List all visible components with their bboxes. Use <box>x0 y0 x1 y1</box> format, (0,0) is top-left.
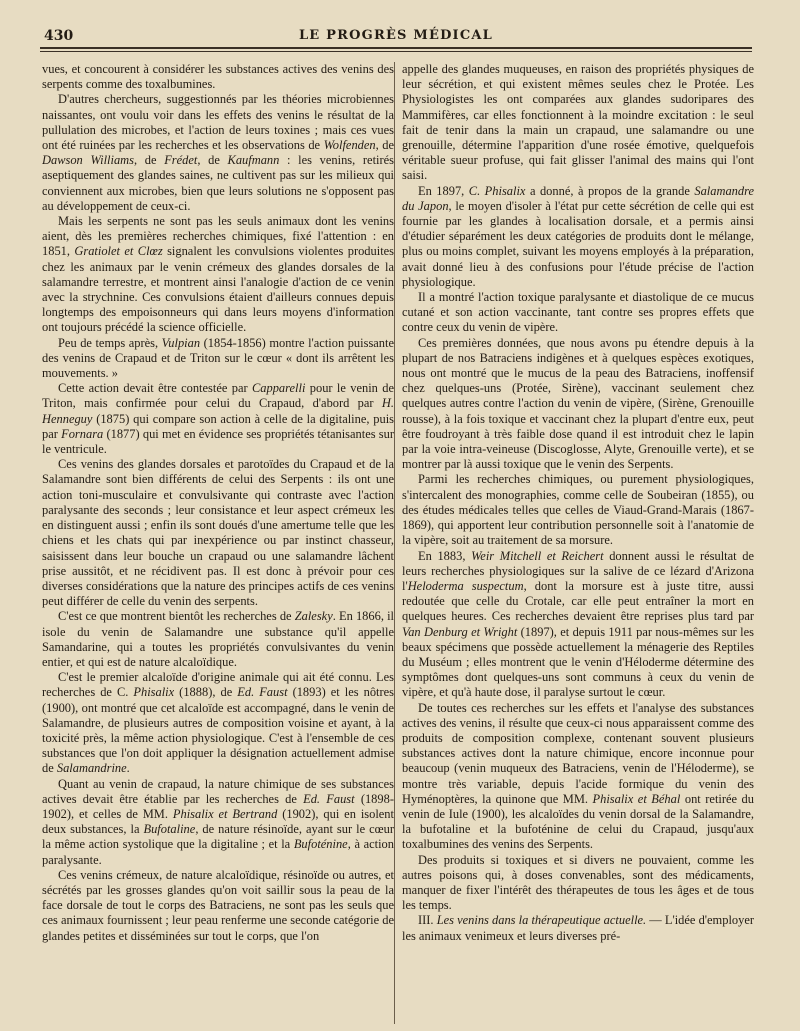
italic-text: Weir Mitchell et Reichert <box>471 548 604 563</box>
paragraph <box>402 62 754 184</box>
journal-title: LE PROGRÈS MÉDICAL <box>298 28 494 43</box>
text-run: Ces venins des glandes dorsales et parotoïdes du Crapaud et de la Salamandre sont bien différents de celui des Serpents : ils ont une action toni-musculaire et convulsivante qui contraste avec l'action paralysante des seconds ; leur consistance et leur aspect crémeux les en distinguent aussi ; enfin ils sont doués d'une amertume telle que les chiens et les chats qui par inexpérience ou par instinct chasseur, saisissent dans leur bouche un crapaud ou une salamandre lâchent prise aussitôt, et ne récidivent pas. Il est donc à prévoir pour ces diverses considérations que la nature des principes actifs de ces venins peut différer de celle du venin des serpents. <box>42 457 394 609</box>
italic-text: Gratiolet et Clœz <box>74 244 163 259</box>
italic-text: Kaufmann <box>227 153 280 168</box>
text-run: (1898-1902), et celles de MM. <box>42 791 394 821</box>
italic-text: Phisalix et Béhal <box>592 791 681 806</box>
italic-text: Wolfenden <box>323 138 376 153</box>
italic-text: Ed. Faust <box>303 791 355 806</box>
paragraph <box>402 184 754 290</box>
paragraph <box>402 853 754 914</box>
italic-text: Bufoténine <box>293 837 348 852</box>
text-run: donnent aussi le résultat de leurs recherches physiologiques sur la salive de ce lézard d'Arizona l' <box>402 548 754 593</box>
text-run: Des produits si toxiques et si divers ne pouvaient, comme les autres poisons qui, à doses convenables, sont des médicaments, manquer de fixer l'intérêt des thérapeutes de tous les âges et de tous les temps. <box>402 852 754 913</box>
text-run: , de <box>133 153 165 168</box>
italic-text: Phisalix et Bertrand <box>172 806 278 821</box>
text-run: — L'idée d'employer les animaux venimeux et leurs diverses pré- <box>402 913 754 943</box>
left-column <box>42 62 394 1027</box>
text-run: (1888), de <box>174 685 238 700</box>
paragraph <box>42 62 394 92</box>
text-run: . En 1866, il isole du venin de Salamandre une substance qu'il appelle Samandarine, qui a toutes les propriétés convulsivantes du venin entier, et qui est de nature alcaloïdique. <box>42 609 394 669</box>
paragraph <box>42 670 394 776</box>
text-run: (1875) qui compare son action à celle de la digitaline, puis par <box>42 411 394 441</box>
paragraph <box>402 701 754 853</box>
paragraph <box>402 336 754 473</box>
header-rule-thick <box>40 47 752 49</box>
text-run: Il a montré l'action toxique paralysante et diastolique de ce mucus cutané et son action vaccinante, tant contre ses propres effets que contre ceux du venin de vipère. <box>402 290 754 335</box>
text-run: appelle des glandes muqueuses, en raison des propriétés physiques de leur sécrétion, et qui existent mêmes seules chez le Protée. Les Physiologistes les ont comparées aux glandes sudoripares des Mammifères, car elles fonctionnent à la moindre excitation : le seul fait de tenir dans la main un crapaud, une salamandre ou une grenouille, détermine l'apparition d'une rosée émotive, quelquefois véritable sueur profuse, qui fait glisser l'animal des mains qui l'ont saisi. <box>402 62 754 183</box>
paragraph <box>402 290 754 336</box>
text-run: Ces venins crémeux, de nature alcaloïdique, résinoïde ou autres, et sécrétés par les grosses glandes qu'on voit saillir sous la peau de la face dorsale de tout le corps des Batraciens, ne sont pas les seuls que ces animaux fournissent ; leur peau renferme une seconde catégorie de glandes petites et disséminées sur tout le corps, que l'on <box>42 867 394 943</box>
text-run: En 1897, <box>418 183 469 198</box>
text-run: Parmi les recherches chimiques, ou purement physiologiques, s'intercalent des monographies, comme celle de Soubeiran (1855), ou des études médicales telles que celles de Viaud-Grand-Marais (1867-1869), qui apportent leur contribution personnelle soit à l'anatomie de la vipère, soit au traitement de sa morsure. <box>402 472 754 548</box>
column-divider <box>394 62 395 1024</box>
paragraph <box>402 549 754 701</box>
italic-text: Les venins dans la thérapeutique actuelle. <box>436 913 647 928</box>
text-run: Quant au venin de crapaud, la nature chimique de ses substances actives devait être établie par les recherches de <box>42 776 394 806</box>
text-run: , le moyen d'isoler à l'état pur cette sécrétion de celle qui est fournie par les glandes à localisation dorsale, et a permis ainsi d'étudier séparément les deux catégories de produits dont le mélange, plus ou moins complet, suivant les moyens employés à la préparation, avait donné lieu à des confusions pour l'étude précise de l'action physiologique. <box>402 198 754 289</box>
text-run: . <box>126 761 130 776</box>
text-run: (1897), et depuis 1911 par nous-mêmes sur les beaux spécimens que possède actuellement la ménagerie des Reptiles du Muséum ; elles montrent que le venin d'Héloderme détermine des symptômes dont quelques-uns sont communs à ceux du venin de vipère, et qu'à haute dose, il paralyse surtout le cœur. <box>402 624 754 700</box>
italic-text: Salamandre du Japon <box>402 183 754 213</box>
italic-text: Frédet <box>164 153 198 168</box>
text-run: (1902), qui en isolent deux substances, la <box>42 806 394 837</box>
text-run: En 1883, <box>418 548 472 563</box>
paragraph <box>42 92 394 214</box>
paragraph <box>402 472 754 548</box>
paragraph <box>42 868 394 944</box>
text-run: Cette action devait être contestée par <box>58 381 252 396</box>
paragraph <box>42 609 394 670</box>
right-column <box>402 62 754 1027</box>
paragraph <box>42 381 394 457</box>
text-run: Ces premières données, que nous avons pu étendre depuis à la plupart de nos Batraciens indigènes et à quelques espèces exotiques, nous ont montré que le mucus de la peau des Batraciens, inoffensif chez quelques-uns (Protée, Sirène), vaccinant seulement chez quelques autres contre l'action du venin de vipère, (Sirène, Grenouille rousse), à la fois toxique et vaccinant chez la plupart d'entre eux, peut être foudroyant à très faible dose quand il est introduit chez le lapin par la voie intra-veineuse (Discoglosse, Alyte, Grenouille verte), et se montrer par là aussi toxique que le venin des Serpents. <box>402 335 754 472</box>
text-run: III. <box>418 913 437 928</box>
text-run: C'est ce que montrent bientôt les recherches de <box>58 609 295 624</box>
italic-text: Capparelli <box>251 381 306 396</box>
text-run: (1893) et les nôtres (1900), ont montré que cet alcaloïde est accompagné, dans le venin de Salamandre, de plusieurs autres de composition voisine et ayant, à la toxicité près, la même action physiologique. C'est à l'ensemble de ces substances que l'on doit appliquer la désignation actuellement admise de <box>42 685 394 776</box>
italic-text: Ed. Faust <box>237 685 288 700</box>
text-run: : les venins, retirés aseptiquement des glandes saines, ne cultivent pas sur les milieux qui conviennent aux microbes, bien que leurs solutions ne s'opposent pas au développement de ceux-ci. <box>42 153 394 213</box>
italic-text: Phisalix <box>133 685 175 700</box>
text-run: vues, et concourent à considérer les substances actives des venins des serpents comme des toxalbumines. <box>42 62 394 92</box>
italic-text: C. Phisalix <box>468 183 526 198</box>
text-run: C'est le premier alcaloïde d'origine animale qui ait été connu. Les recherches de C. <box>42 670 394 700</box>
italic-text: Van Denburg et Wright <box>402 624 518 639</box>
italic-text: Dawson Williams <box>42 153 134 168</box>
header-rule-thin <box>40 51 752 52</box>
text-run: De toutes ces recherches sur les effets et l'analyse des substances actives des venins, il résulte que ceux-ci nous apparaissent comme des produits de composition complexe, contenant souvent plusieurs substances actives dont la nature chimique, encore inconnue pour beaucoup (venin muqueux des Batraciens, venin de l'Héloderme), se montre très variable, depuis l'acide formique du venin des Hyménoptères, la quinone que MM. <box>402 700 754 806</box>
text-run: signalent les convulsions violentes produites chez les animaux par le venin crémeux des glandes dorsales de la salamandre terrestre, et montrent ainsi l'analogie d'action de ce venin avec la strychnine. Ces convulsions étaient d'ailleurs connues depuis longtemps des empoisonneurs qui dans leurs moyens d'information ont toujours précédé la science officielle. <box>42 244 394 335</box>
paragraph <box>42 336 394 382</box>
text-run: ont retirée du venin de Iule (1900), les alcaloïdes du venin dorsal de la Salamandre, la bufotaline et la bufoténine de celui du Crapaud, jusqu'aux toxalbumines des venins des Serpents. <box>402 791 754 852</box>
italic-text: H. Henneguy <box>42 396 394 426</box>
text-run: , de <box>197 153 228 168</box>
page-header <box>40 26 752 46</box>
text-run: , à action paralysante. <box>42 837 394 867</box>
paragraph <box>402 913 754 943</box>
text-run: D'autres chercheurs, suggestionnés par les théories microbiennes naissantes, ont voulu voir dans les effets des venins le résultat de la pullulation des microbes, et l'action de leurs toxines ; mais ces vues ont été ruinées par les recherches et les observations de <box>42 92 394 153</box>
paragraph <box>42 777 394 868</box>
italic-text: Vulpian <box>161 335 201 350</box>
italic-text: Fornara <box>61 426 104 441</box>
paragraph <box>42 457 394 609</box>
text-run: (1877) qui met en évidence ses propriétés tétanisantes sur le ventricule. <box>42 426 394 457</box>
italic-text: Zalesky <box>294 609 333 624</box>
italic-text: Heloderma suspectum <box>407 578 524 593</box>
paragraph <box>42 214 394 336</box>
page-number: 430 <box>44 28 74 44</box>
text-run: (1854-1856) montre l'action puissante des venins de Crapaud et de Triton sur le cœur « dont ils arrêtent les mouvements. » <box>42 335 394 381</box>
text-run: , de <box>375 138 394 153</box>
text-run: , dont la morsure est à juste titre, aussi redoutée que celle du Crotale, car elle peut entraîner la mort en quelques heures. Ces recherches devaient être reprises plus tard par <box>402 578 754 624</box>
text-run: Mais les serpents ne sont pas les seuls animaux dont les venins aient, dès les premières recherches chimiques, fixé l'attention : en 1851, <box>42 214 394 259</box>
text-run: , de nature résinoïde, ayant sur le cœur la même action systolique que la digitaline ; et la <box>42 822 394 852</box>
italic-text: Salamandrine <box>56 761 127 776</box>
text-run: pour le venin de Triton, mais confirmée pour celui du Crapaud, d'abord par <box>42 381 394 411</box>
text-run: Peu de temps après, <box>58 335 162 350</box>
text-run: a donné, à propos de la grande <box>525 183 695 198</box>
italic-text: Bufotaline <box>143 822 196 837</box>
